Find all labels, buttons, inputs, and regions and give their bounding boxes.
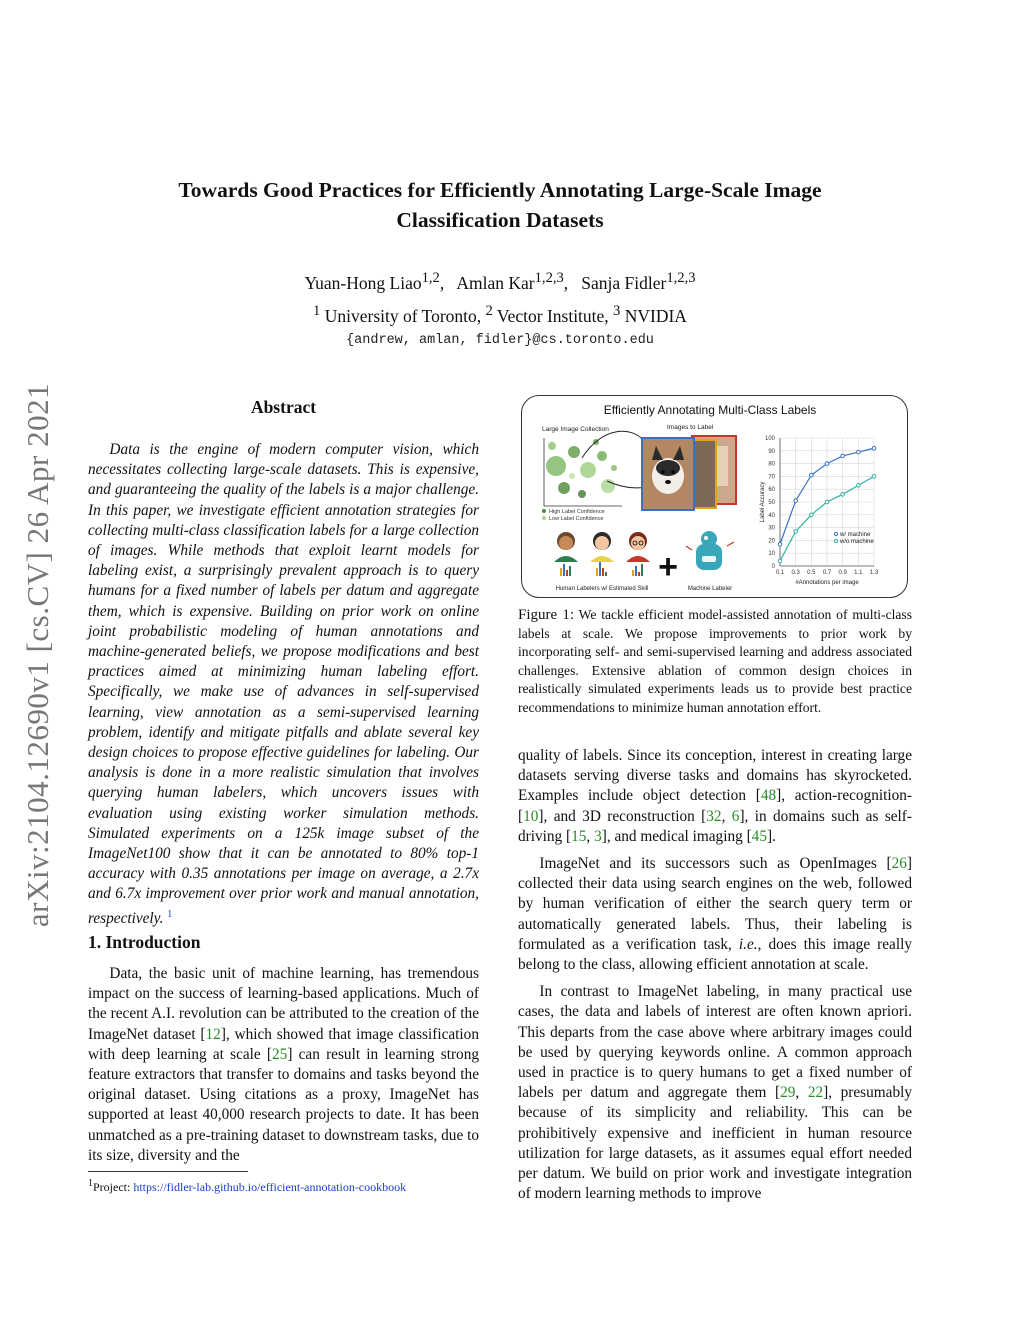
figure-caption — [518, 606, 912, 718]
citation-link[interactable]: 15 — [571, 827, 587, 845]
legend-high-marker — [542, 509, 546, 513]
footnote-number: 1 — [88, 1178, 93, 1189]
affiliation-list: $^1$ University of Toronto, $^2$ Vector Institute, $^3$ NVIDIA — [313, 303, 687, 326]
body-text: In contrast to ImageNet labeling, in many practical use cases, the data and labels of interest are often known apriori. This departs from the case above where arbitrary images could be used by querying keywords online. A common approach used in practice is to query humans to get a fixed number of labels per datum and aggregate them [ — [518, 983, 912, 1102]
legend-low-marker — [542, 516, 546, 520]
body-text: ] collected their data using search engines on the web, followed by human verification of either the search query term or automatically generated labels. Thus, their labeling is formulated as a verification task, — [518, 855, 912, 953]
body-text: ], and medical imaging [ — [601, 827, 752, 845]
citation-link[interactable]: 48 — [760, 787, 777, 805]
x-tick-label: 0.3 — [791, 570, 800, 576]
human-labeler-icon — [554, 532, 578, 576]
body-text: , — [586, 827, 595, 845]
paper-title — [100, 175, 900, 235]
citation-link[interactable]: 45 — [751, 827, 767, 845]
author-affil-mark: 1,2,3 — [666, 270, 696, 286]
data-point — [778, 542, 782, 546]
abstract-body — [88, 440, 479, 929]
y-tick-label: 50 — [768, 500, 775, 506]
citation-link[interactable]: 6 — [731, 807, 740, 825]
footnote — [88, 1178, 406, 1195]
x-tick-label: 0.5 — [807, 570, 816, 576]
project-link[interactable]: https://fidler-lab.github.io/efficient-annotation-cookbook — [133, 1180, 407, 1194]
citation-link[interactable]: 25 — [272, 1045, 288, 1063]
author-affil-mark: 1,2 — [421, 270, 440, 286]
abstract-heading: Abstract — [250, 397, 317, 417]
y-tick-label: 80 — [768, 461, 775, 468]
right-column-body — [518, 746, 912, 1204]
citation-link[interactable]: 3 — [594, 827, 602, 845]
body-text: ], and 3D reconstruction [ — [538, 807, 707, 825]
author-name: Yuan-Hong Liao — [304, 272, 422, 293]
y-tick-label: 40 — [768, 512, 775, 519]
body-text: i.e. — [738, 935, 758, 953]
data-point — [810, 513, 814, 517]
human-labelers-label: Human Labelers w/ Estimated Skill — [555, 586, 649, 592]
intro-body — [88, 964, 479, 1166]
body-text: quality of labels. Since its conception, interest in creating large datasets serving diverse tasks and domains has skyrocketed. Examples include object detection [ — [518, 747, 912, 805]
legend-label: w/o machine — [840, 539, 874, 545]
x-tick-label: 0.1 — [775, 570, 785, 576]
body-text: , — [721, 807, 732, 825]
y-tick-label: 70 — [768, 474, 775, 481]
y-tick-label: 90 — [768, 448, 775, 455]
citation-link[interactable]: 26 — [891, 855, 907, 873]
data-point — [810, 473, 814, 477]
y-tick-label: 0 — [771, 564, 775, 570]
body-text: ImageNet and its successors such as OpenImages [ — [539, 855, 892, 873]
body-text: ]. — [766, 827, 776, 845]
citation-link[interactable]: 32 — [706, 807, 722, 825]
x-axis-label: #Annotations per image — [795, 580, 859, 586]
citation-link[interactable]: 10 — [523, 807, 539, 825]
affil-mark: 3 — [613, 303, 621, 319]
caption-text: We tackle efficient model-assisted annotation of multi-class labels at scale. We propose improvements to prior work by incorporating self- and semi-supervised learning and address associated challenges. Extensive ablation of common design choices in realistically simulated experiments leads us to provide best practice recommendations to minimize human annotation effort. — [518, 607, 912, 715]
footnote-label: Project: — [93, 1180, 134, 1194]
figure-1 — [521, 395, 908, 598]
arxiv-stamp — [8, 355, 68, 955]
affiliation: NVIDIA — [624, 305, 687, 326]
x-tick-label: 1.3 — [869, 570, 879, 576]
data-point — [872, 475, 876, 479]
legend-marker — [834, 532, 837, 535]
affil-mark: 2 — [485, 303, 493, 319]
robot-icon — [686, 531, 734, 570]
x-tick-label: 0.7 — [822, 570, 832, 576]
intro-text: ] can result in learning strong feature extractors that transfer to domains and tasks beyond the original dataset. Using citations as a proxy, ImageNet has supported at least 40,000 research projects to date. It has been unmatched as a pre-training dataset to downstream tasks, due to its size, diversity and the — [88, 1045, 479, 1164]
abstract-heading-wrap — [88, 397, 479, 418]
collection-label: Large Image Collection — [542, 426, 609, 433]
y-tick-label: 30 — [768, 525, 775, 532]
figure-title: Efficiently Annotating Multi-Class Labels — [603, 403, 817, 417]
data-point — [825, 500, 829, 504]
data-point — [841, 454, 845, 458]
affiliation: University of Toronto — [324, 305, 477, 326]
author-name: Sanja Fidler — [581, 272, 667, 293]
x-tick-label: 0.9 — [838, 570, 847, 576]
intro-heading: 1. Introduction — [88, 932, 201, 952]
data-point — [825, 462, 829, 466]
machine-labeler-label: Machine Labeler — [687, 586, 733, 592]
citation-link[interactable]: 29 — [780, 1084, 796, 1102]
author-name: Amlan Kar — [456, 272, 535, 293]
x-tick-label: 1.1 — [854, 570, 863, 576]
images-label: Images to Label — [667, 424, 714, 431]
abstract-text: Data is the engine of modern computer vision, which necessitates collecting large-scale datasets. This is expensive, and guaranteeing the quality of the labels is a major challenge. In this paper, we investigate efficient annotation strategies for collecting multi-class classification labels for a large collection of images. While methods that exploit learnt models for labeling exist, a surprisingly prevalent approach is to query humans for a fixed number of labels per datum and aggregate them, which is expensive. Building on prior work on online joint probabilistic modeling of human annotations and machine-generated beliefs, we propose modifications and best practices aimed at minimizing human labeling effort. Specifically, we make use of advances in self-supervised learning, view annotation as a semi-supervised learning problem, identify and mitigate pitfalls and ablate several key design choices to propose effective guidelines for labeling. Our analysis is done in a more realistic simulation that involves querying human labelers, which uncovers issues with evaluation using existing worker simulation methods. Simulated experiments on a 125k image subset of the ImageNet100 show that it can be annotated to 80% top-1 accuracy with 0.35 annotations per image on average, a 2.7x and 6.7x improvement over prior work and manual annotation, respectively. — [88, 441, 479, 927]
intro-text: ], which showed that image classification with deep learning at scale [ — [88, 1025, 479, 1063]
title-line-2: Classification Datasets — [396, 208, 604, 232]
human-labeler-icon — [590, 532, 614, 576]
legend-marker — [834, 539, 837, 542]
y-tick-label: 60 — [768, 487, 775, 494]
body-text: , — [795, 1084, 808, 1102]
body-text: ], presumably because of its simplicity and reliability. This can be prohibitively expensive and inefficient in human resource utilization for large datasets, as it assumes equal effort needed per datum. We build on prior work and investigate integration of modern learning methods to improve — [518, 1084, 912, 1203]
data-point — [872, 446, 876, 450]
human-labeler-icon — [626, 532, 650, 576]
citation-link[interactable]: 12 — [205, 1025, 221, 1043]
author-email: {andrew, amlan, fidler}@cs.toronto.edu — [346, 333, 654, 348]
data-point — [841, 493, 845, 497]
data-point — [857, 450, 861, 454]
legend-high-label: High Label Confidence — [549, 509, 605, 515]
footnote-rule — [88, 1171, 248, 1172]
title-line-1: Towards Good Practices for Efficiently Annotating Large-Scale Image — [178, 178, 822, 202]
body-text: ], in domains such as self-driving [ — [518, 807, 912, 845]
data-point — [794, 530, 798, 534]
author-affil-mark: 1,2,3 — [534, 270, 564, 286]
y-axis-label: Label Accuracy — [760, 481, 766, 523]
caption-label: Figure 1: — [518, 607, 575, 623]
legend-label: w/ machine — [840, 532, 871, 538]
author-list: Yuan-Hong Liao$^{1,2}$, Amlan Kar$^{1,2,3}$, Sanja Fidler$^{1,2,3}$ — [304, 270, 696, 293]
y-tick-label: 100 — [764, 436, 775, 442]
body-text: , does this image really belong to the class, allowing efficient annotation at scale. — [518, 935, 912, 974]
intro-text: Data, the basic unit of machine learning, has tremendous impact on the success of learning-based applications. Much of the recent A.I. revolution can be attributed to the creation of the ImageNet dataset [ — [88, 965, 479, 1043]
affiliation: Vector Institute — [496, 305, 605, 326]
data-point — [857, 484, 861, 488]
body-text: ], action-recognition- [ — [518, 787, 912, 825]
data-point — [794, 499, 798, 503]
y-tick-label: 10 — [768, 551, 775, 558]
legend-low-label: Low Label Confidence — [549, 516, 604, 522]
figure-1-graphic — [522, 396, 907, 597]
arrow-to-image — [582, 431, 644, 458]
accuracy-chart — [760, 436, 879, 586]
data-point — [778, 559, 782, 563]
y-tick-label: 20 — [768, 538, 775, 545]
affil-mark: 1 — [313, 303, 321, 319]
footnote-mark[interactable]: 1 — [167, 908, 173, 920]
citation-link[interactable]: 22 — [807, 1084, 824, 1102]
arxiv-stamp-text: arXiv:2104.12690v1 [cs.CV] 26 Apr 2021 — [20, 382, 55, 928]
plus-sign: + — [658, 548, 678, 586]
collection-scatter — [544, 438, 622, 506]
